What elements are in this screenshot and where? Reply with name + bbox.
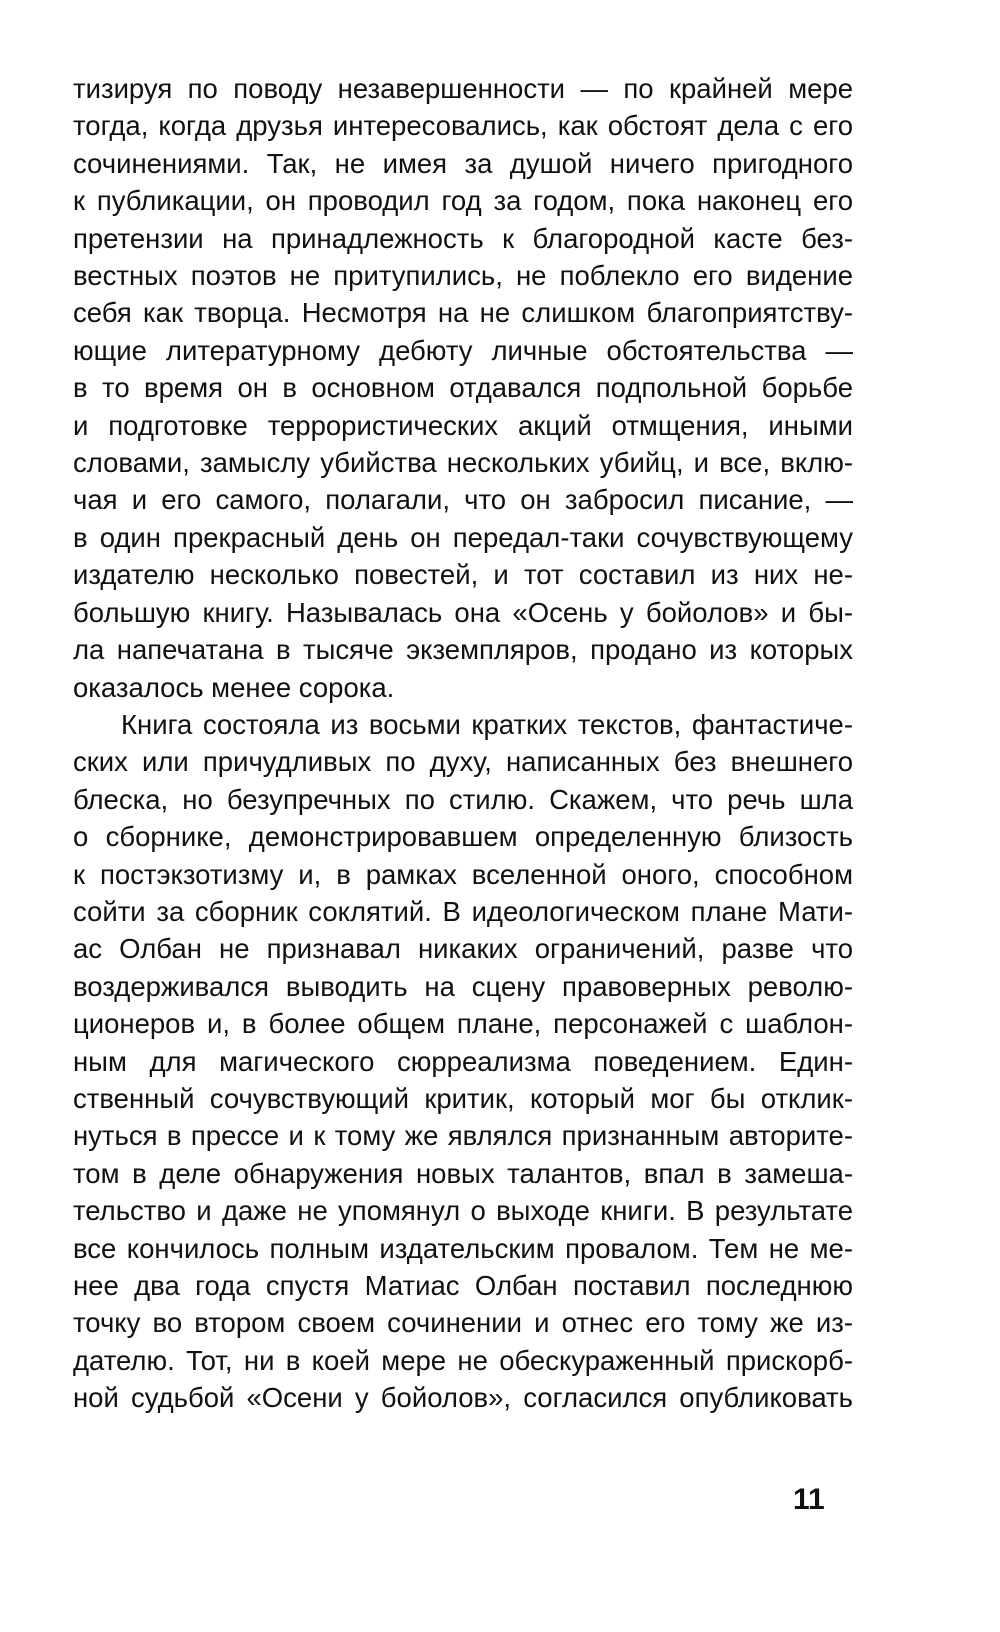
text-line: том в деле обнаружения новых талантов, впал в замеша- xyxy=(73,1157,853,1189)
text-line: дателю. Тот, ни в коей мере не обескураженный прискорб- xyxy=(73,1344,853,1376)
page-number: 11 xyxy=(793,1483,825,1516)
text-line: ла напечатана в тысяче экземпляров, продано из которых xyxy=(73,634,853,666)
text-line: воздерживался выводить на сцену правоверных револю- xyxy=(73,970,853,1002)
text-line: тельство и даже не упомянул о выходе книги. В результате xyxy=(73,1195,853,1227)
text-line: ственный сочувствующий критик, который мог бы отклик- xyxy=(73,1082,853,1114)
text-line: себя как творца. Несмотря на не слишком благоприятству- xyxy=(73,297,853,329)
text-line: тогда, когда друзья интересовались, как обстоят дела с его xyxy=(73,110,853,142)
text-line: чая и его самого, полагали, что он забросил писание, — xyxy=(73,484,853,516)
text-line: точку во втором своем сочинении и отнес его тому же из- xyxy=(73,1307,853,1339)
text-line: большую книгу. Называлась она «Осень у бойолов» и бы- xyxy=(73,596,853,628)
text-line: словами, замыслу убийства нескольких убийц, и все, вклю- xyxy=(73,447,853,479)
text-line: ющие литературному дебюту личные обстоятельства — xyxy=(73,334,853,366)
text-line: ной судьбой «Осени у бойолов», согласился опубликовать xyxy=(73,1382,853,1414)
text-line: ционеров и, в более общем плане, персонажей с шаблон- xyxy=(73,1008,853,1040)
body-text xyxy=(73,70,853,1417)
text-line: тизируя по поводу незавершенности — по крайней мере xyxy=(73,73,853,104)
text-line: вестных поэтов не притупились, не поблекло его видение xyxy=(73,260,853,292)
text-line: о сборнике, демонстрировавшем определенную близость xyxy=(73,821,853,853)
text-line: все кончилось полным издательским провалом. Тем не ме- xyxy=(73,1232,853,1264)
text-line: претензии на принадлежность к благородной касте без- xyxy=(73,222,853,254)
text-line: сойти за сборник соклятий. В идеологическом плане Мати- xyxy=(73,895,853,927)
text-line: блеска, но безупречных по стилю. Скажем, что речь шла xyxy=(73,783,853,815)
text-line: нее два года спустя Матиас Олбан поставил последнюю xyxy=(73,1270,853,1301)
text-line: ным для магического сюрреализма поведением. Един- xyxy=(73,1045,853,1077)
text-line: в один прекрасный день он передал-таки сочувствующему xyxy=(73,521,853,553)
text-line: нуться в прессе и к тому же являлся признанным авторите- xyxy=(73,1120,853,1152)
text-line: в то время он в основном отдавался подпольной борьбе xyxy=(73,372,853,404)
text-line: издателю несколько повестей, и тот составил из них не- xyxy=(73,559,853,591)
text-line: к постэкзотизму и, в рамках вселенной оного, способном xyxy=(73,858,853,890)
text-line: к публикации, он проводил год за годом, пока наконец его xyxy=(73,185,853,217)
text-line: и подготовке террористических акций отмщения, иными xyxy=(73,409,853,441)
text-line: Книга состояла из восьми кратких текстов, фантастиче- xyxy=(121,708,853,740)
text-line: оказалось менее сорока. xyxy=(73,671,395,703)
paragraph-1 xyxy=(73,70,853,706)
text-line: ас Олбан не признавал никаких ограничений, разве что xyxy=(73,933,853,965)
text-line: ских или причудливых по духу, написанных без внешнего xyxy=(73,746,853,778)
text-line: сочинениями. Так, не имея за душой ничего пригодного xyxy=(73,147,853,179)
paragraph-2 xyxy=(73,706,853,1417)
